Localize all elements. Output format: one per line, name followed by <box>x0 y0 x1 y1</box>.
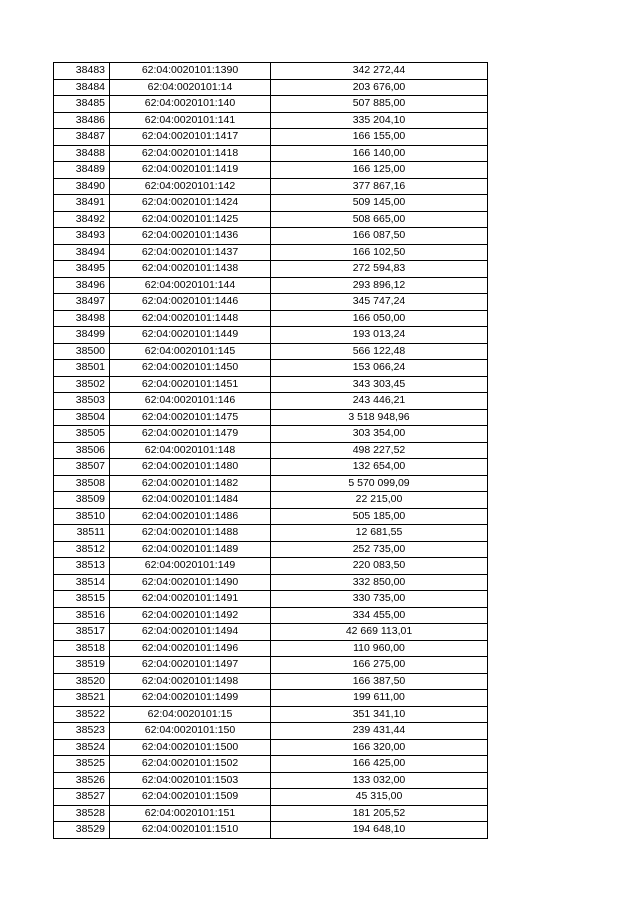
table-row <box>54 244 488 261</box>
cadastral-value-cell: 220 083,50 <box>271 558 488 575</box>
row-number-cell: 38519 <box>54 657 110 674</box>
cadastral-value-table <box>53 62 488 839</box>
cadastral-number-cell: 62:04:0020101:1490 <box>110 574 271 591</box>
cadastral-number-cell: 62:04:0020101:1496 <box>110 640 271 657</box>
cadastral-value-cell: 110 960,00 <box>271 640 488 657</box>
row-number-cell: 38520 <box>54 673 110 690</box>
table-row <box>54 145 488 162</box>
cadastral-number-cell: 62:04:0020101:1492 <box>110 607 271 624</box>
cadastral-value-cell: 293 896,12 <box>271 277 488 294</box>
row-number-cell: 38513 <box>54 558 110 575</box>
cadastral-value-cell: 377 867,16 <box>271 178 488 195</box>
cadastral-value-cell: 272 594,83 <box>271 261 488 278</box>
cadastral-value-cell: 345 747,24 <box>271 294 488 311</box>
cadastral-number-cell: 62:04:0020101:151 <box>110 805 271 822</box>
cadastral-value-cell: 566 122,48 <box>271 343 488 360</box>
table-row <box>54 112 488 129</box>
row-number-cell: 38514 <box>54 574 110 591</box>
cadastral-number-cell: 62:04:0020101:1503 <box>110 772 271 789</box>
cadastral-number-cell: 62:04:0020101:1509 <box>110 789 271 806</box>
table-body <box>54 63 488 839</box>
table-row <box>54 690 488 707</box>
cadastral-number-cell: 62:04:0020101:1480 <box>110 459 271 476</box>
table-row <box>54 624 488 641</box>
cadastral-value-cell: 243 446,21 <box>271 393 488 410</box>
cadastral-number-cell: 62:04:0020101:1450 <box>110 360 271 377</box>
cadastral-number-cell: 62:04:0020101:1499 <box>110 690 271 707</box>
cadastral-value-cell: 166 087,50 <box>271 228 488 245</box>
row-number-cell: 38516 <box>54 607 110 624</box>
row-number-cell: 38527 <box>54 789 110 806</box>
row-number-cell: 38491 <box>54 195 110 212</box>
table-row <box>54 591 488 608</box>
table-row <box>54 772 488 789</box>
table-row <box>54 277 488 294</box>
cadastral-value-cell: 22 215,00 <box>271 492 488 509</box>
cadastral-value-cell: 498 227,52 <box>271 442 488 459</box>
cadastral-value-cell: 342 272,44 <box>271 63 488 80</box>
cadastral-value-cell: 509 145,00 <box>271 195 488 212</box>
cadastral-number-cell: 62:04:0020101:15 <box>110 706 271 723</box>
cadastral-number-cell: 62:04:0020101:144 <box>110 277 271 294</box>
row-number-cell: 38502 <box>54 376 110 393</box>
cadastral-value-cell: 335 204,10 <box>271 112 488 129</box>
cadastral-number-cell: 62:04:0020101:1419 <box>110 162 271 179</box>
cadastral-number-cell: 62:04:0020101:1479 <box>110 426 271 443</box>
row-number-cell: 38500 <box>54 343 110 360</box>
table-row <box>54 376 488 393</box>
cadastral-number-cell: 62:04:0020101:1437 <box>110 244 271 261</box>
table-row <box>54 211 488 228</box>
cadastral-number-cell: 62:04:0020101:148 <box>110 442 271 459</box>
table-row <box>54 393 488 410</box>
table-row <box>54 657 488 674</box>
row-number-cell: 38504 <box>54 409 110 426</box>
cadastral-value-cell: 252 735,00 <box>271 541 488 558</box>
cadastral-number-cell: 62:04:0020101:1436 <box>110 228 271 245</box>
row-number-cell: 38518 <box>54 640 110 657</box>
row-number-cell: 38525 <box>54 756 110 773</box>
table-row <box>54 723 488 740</box>
table-row <box>54 129 488 146</box>
row-number-cell: 38510 <box>54 508 110 525</box>
table-row <box>54 640 488 657</box>
table-row <box>54 558 488 575</box>
table-row <box>54 673 488 690</box>
row-number-cell: 38523 <box>54 723 110 740</box>
cadastral-value-cell: 166 050,00 <box>271 310 488 327</box>
table-row <box>54 63 488 80</box>
table-row <box>54 79 488 96</box>
table-row <box>54 739 488 756</box>
cadastral-number-cell: 62:04:0020101:1497 <box>110 657 271 674</box>
cadastral-value-cell: 505 185,00 <box>271 508 488 525</box>
cadastral-value-cell: 332 850,00 <box>271 574 488 591</box>
cadastral-value-cell: 42 669 113,01 <box>271 624 488 641</box>
row-number-cell: 38505 <box>54 426 110 443</box>
cadastral-number-cell: 62:04:0020101:1448 <box>110 310 271 327</box>
cadastral-value-cell: 199 611,00 <box>271 690 488 707</box>
cadastral-value-cell: 166 275,00 <box>271 657 488 674</box>
row-number-cell: 38494 <box>54 244 110 261</box>
table-row <box>54 360 488 377</box>
cadastral-value-cell: 303 354,00 <box>271 426 488 443</box>
table-row <box>54 475 488 492</box>
cadastral-value-cell: 153 066,24 <box>271 360 488 377</box>
cadastral-value-cell: 351 341,10 <box>271 706 488 723</box>
table-row <box>54 261 488 278</box>
cadastral-number-cell: 62:04:0020101:1498 <box>110 673 271 690</box>
table-row <box>54 789 488 806</box>
row-number-cell: 38501 <box>54 360 110 377</box>
row-number-cell: 38512 <box>54 541 110 558</box>
table-row <box>54 805 488 822</box>
cadastral-value-cell: 166 102,50 <box>271 244 488 261</box>
cadastral-number-cell: 62:04:0020101:1438 <box>110 261 271 278</box>
table-row <box>54 96 488 113</box>
row-number-cell: 38487 <box>54 129 110 146</box>
table-row <box>54 492 488 509</box>
cadastral-value-cell: 330 735,00 <box>271 591 488 608</box>
row-number-cell: 38495 <box>54 261 110 278</box>
table-row <box>54 426 488 443</box>
table-row <box>54 508 488 525</box>
row-number-cell: 38490 <box>54 178 110 195</box>
row-number-cell: 38497 <box>54 294 110 311</box>
table-row <box>54 541 488 558</box>
cadastral-value-cell: 194 648,10 <box>271 822 488 839</box>
cadastral-value-cell: 193 013,24 <box>271 327 488 344</box>
table-row <box>54 228 488 245</box>
cadastral-number-cell: 62:04:0020101:1418 <box>110 145 271 162</box>
row-number-cell: 38508 <box>54 475 110 492</box>
cadastral-value-cell: 507 885,00 <box>271 96 488 113</box>
row-number-cell: 38496 <box>54 277 110 294</box>
cadastral-number-cell: 62:04:0020101:1489 <box>110 541 271 558</box>
table-row <box>54 756 488 773</box>
table-row <box>54 294 488 311</box>
cadastral-number-cell: 62:04:0020101:150 <box>110 723 271 740</box>
cadastral-number-cell: 62:04:0020101:1417 <box>110 129 271 146</box>
row-number-cell: 38507 <box>54 459 110 476</box>
table-row <box>54 459 488 476</box>
cadastral-value-cell: 166 320,00 <box>271 739 488 756</box>
cadastral-number-cell: 62:04:0020101:14 <box>110 79 271 96</box>
table-row <box>54 195 488 212</box>
table-row <box>54 574 488 591</box>
cadastral-number-cell: 62:04:0020101:1494 <box>110 624 271 641</box>
table-row <box>54 327 488 344</box>
cadastral-number-cell: 62:04:0020101:1425 <box>110 211 271 228</box>
row-number-cell: 38509 <box>54 492 110 509</box>
table-row <box>54 178 488 195</box>
table-row <box>54 607 488 624</box>
row-number-cell: 38503 <box>54 393 110 410</box>
cadastral-number-cell: 62:04:0020101:142 <box>110 178 271 195</box>
table-row <box>54 409 488 426</box>
row-number-cell: 38489 <box>54 162 110 179</box>
cadastral-value-cell: 239 431,44 <box>271 723 488 740</box>
row-number-cell: 38524 <box>54 739 110 756</box>
cadastral-value-cell: 5 570 099,09 <box>271 475 488 492</box>
row-number-cell: 38506 <box>54 442 110 459</box>
cadastral-number-cell: 62:04:0020101:1488 <box>110 525 271 542</box>
row-number-cell: 38528 <box>54 805 110 822</box>
row-number-cell: 38493 <box>54 228 110 245</box>
cadastral-value-cell: 203 676,00 <box>271 79 488 96</box>
cadastral-value-cell: 334 455,00 <box>271 607 488 624</box>
table-row <box>54 162 488 179</box>
cadastral-value-cell: 12 681,55 <box>271 525 488 542</box>
table-row <box>54 822 488 839</box>
cadastral-number-cell: 62:04:0020101:1486 <box>110 508 271 525</box>
row-number-cell: 38498 <box>54 310 110 327</box>
table-row <box>54 310 488 327</box>
row-number-cell: 38521 <box>54 690 110 707</box>
cadastral-value-cell: 133 032,00 <box>271 772 488 789</box>
row-number-cell: 38529 <box>54 822 110 839</box>
cadastral-value-cell: 45 315,00 <box>271 789 488 806</box>
cadastral-number-cell: 62:04:0020101:1449 <box>110 327 271 344</box>
cadastral-number-cell: 62:04:0020101:149 <box>110 558 271 575</box>
row-number-cell: 38499 <box>54 327 110 344</box>
cadastral-value-cell: 166 425,00 <box>271 756 488 773</box>
table-row <box>54 706 488 723</box>
row-number-cell: 38492 <box>54 211 110 228</box>
cadastral-number-cell: 62:04:0020101:1424 <box>110 195 271 212</box>
row-number-cell: 38517 <box>54 624 110 641</box>
row-number-cell: 38526 <box>54 772 110 789</box>
cadastral-number-cell: 62:04:0020101:1446 <box>110 294 271 311</box>
cadastral-number-cell: 62:04:0020101:1451 <box>110 376 271 393</box>
row-number-cell: 38515 <box>54 591 110 608</box>
cadastral-value-cell: 3 518 948,96 <box>271 409 488 426</box>
cadastral-number-cell: 62:04:0020101:1502 <box>110 756 271 773</box>
row-number-cell: 38485 <box>54 96 110 113</box>
cadastral-number-cell: 62:04:0020101:1390 <box>110 63 271 80</box>
table-row <box>54 343 488 360</box>
cadastral-number-cell: 62:04:0020101:1510 <box>110 822 271 839</box>
cadastral-number-cell: 62:04:0020101:1475 <box>110 409 271 426</box>
cadastral-value-cell: 166 155,00 <box>271 129 488 146</box>
row-number-cell: 38522 <box>54 706 110 723</box>
cadastral-number-cell: 62:04:0020101:1491 <box>110 591 271 608</box>
cadastral-number-cell: 62:04:0020101:141 <box>110 112 271 129</box>
cadastral-number-cell: 62:04:0020101:1484 <box>110 492 271 509</box>
cadastral-value-cell: 166 125,00 <box>271 162 488 179</box>
cadastral-number-cell: 62:04:0020101:146 <box>110 393 271 410</box>
cadastral-number-cell: 62:04:0020101:145 <box>110 343 271 360</box>
row-number-cell: 38511 <box>54 525 110 542</box>
row-number-cell: 38486 <box>54 112 110 129</box>
cadastral-value-cell: 166 387,50 <box>271 673 488 690</box>
cadastral-value-cell: 181 205,52 <box>271 805 488 822</box>
cadastral-number-cell: 62:04:0020101:1482 <box>110 475 271 492</box>
row-number-cell: 38484 <box>54 79 110 96</box>
row-number-cell: 38488 <box>54 145 110 162</box>
table-row <box>54 525 488 542</box>
table-row <box>54 442 488 459</box>
cadastral-value-cell: 508 665,00 <box>271 211 488 228</box>
cadastral-value-cell: 132 654,00 <box>271 459 488 476</box>
cadastral-number-cell: 62:04:0020101:140 <box>110 96 271 113</box>
cadastral-number-cell: 62:04:0020101:1500 <box>110 739 271 756</box>
row-number-cell: 38483 <box>54 63 110 80</box>
cadastral-value-cell: 343 303,45 <box>271 376 488 393</box>
cadastral-value-cell: 166 140,00 <box>271 145 488 162</box>
